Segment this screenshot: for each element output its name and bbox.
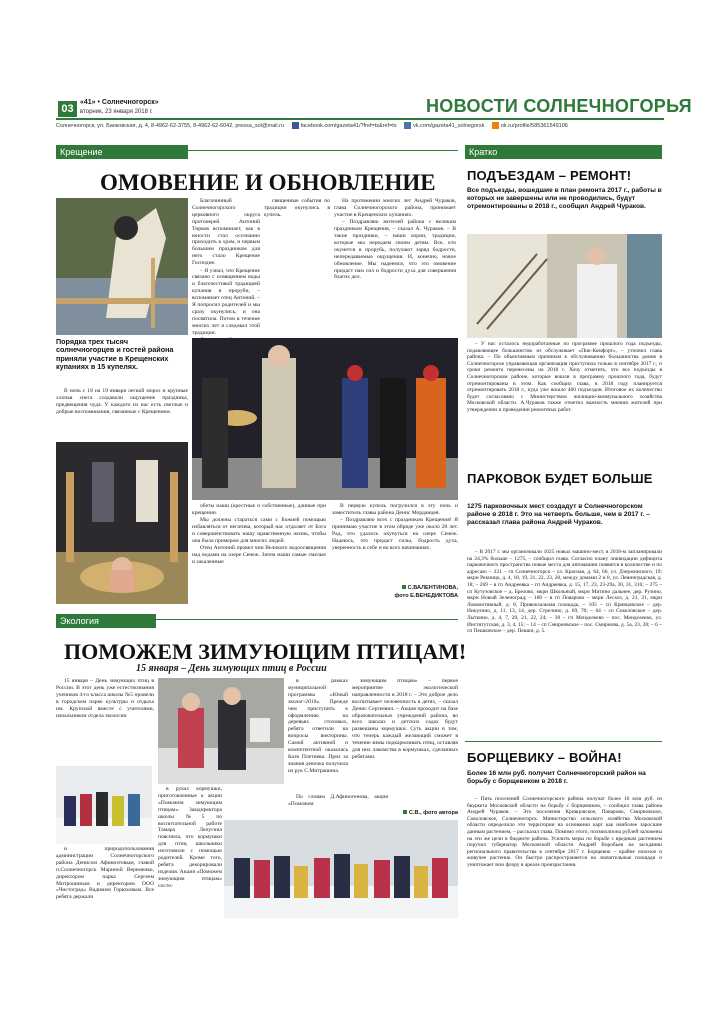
contacts-bar	[56, 122, 666, 132]
eco-subtitle: 15 января – День зимующих птиц в России	[136, 663, 327, 674]
brief-headline-3: БОРЩЕВИКУ – ВОЙНА!	[467, 750, 622, 765]
facebook-icon	[292, 122, 299, 129]
paper-name: «41» • Солнечногорск»	[80, 99, 159, 106]
main-photo-credit: фото Е.ВЕНЕДИКТОВА	[394, 593, 458, 599]
brief-text-3: – Пять поселений Солнечногорского района получат более 16 млн руб. из бюджета Московской области на борьбу с борщевиком, – сообщил глава района Андрей Чураков. – Это поселения Кривцовское, Поварово, Смирновское, Соколовское, Солнечногорск. Министерство сельского хозяйства Московской области определило эти территории на основании карт как наиболее заросшие данным растением, – рассказал глава. Помимо этого, полмиллиона рублей заложены на эти же цели в бюджете района. Усилить меры по борьбе с вредным растением поручил губернатор Московской области Андрей Воробьев на заседании регионального правительства в сентябре 2017 г. Борщевик – крайне опасное и живучее растение. Он быстро распространяется на значительные площади и уничтожает всю флору в ареале произрастания.	[467, 796, 662, 868]
header-divider	[56, 118, 664, 120]
birdfeeder-photo	[158, 678, 284, 784]
ok-icon	[492, 122, 499, 129]
eco-col1: 15 января – День зимующих птиц в России. В этот день уже естествознания учеников 4-го класса школы №5 провели в городском парке культуры и отдыха им. Крупской вместе с учителями, начальником отдела экологии	[56, 678, 154, 719]
credit-marker	[403, 810, 407, 814]
main-intro: В ночь с 18 на 19 января легкий мороз и крупные хлопья снега создавали ощущение праздника, предвещения чуда. У каждого из нас есть светлые и добрые воспоминания, связанные с Крещением.	[56, 388, 188, 415]
credit-marker	[402, 585, 406, 589]
address-text: Солнечногорск, ул. Банковская, д. 4, 8-4962-62-3755, 8-4962-62-6042, pressa_sol@mail.ru	[56, 122, 285, 129]
eco-headline: ПОМОЖЕМ ЗИМУЮЩИМ ПТИЦАМ!	[64, 639, 467, 664]
main-col3-top: На протяжении многих лет Андрей Чураков, глава Солнечногорского района, принимает участие в Крещенских купаниях. – Поздравляю жителей района с великим праздником Крещения, – сказал А. Чураков. – В такие праздники, – наши корни, традиции, которые мы передаем своим детям. Все, кто окунется в прорубь, получают заряд бодрости, непередаваемые ощущения. И, конечно, новое обновление. Мы надеемся, что это омовение придаст нам сил и бодрости духа для совершения благих дел.	[334, 198, 456, 281]
ceremony-photo	[192, 338, 458, 500]
brief-text-1: – У нас осталось недоработанные по программе прошлого года подъезды, подавляющее большинство из обслуживает «Пик-Комфорт», – уточнил глава района. – По объективным причинам к обслуживанию большинства домов в Солнечногорске управляющая организация приступила только в сентябре 2017 г., и сроки ремонта перенесены на 2018 г. Хочу отметить, что все подъезды в Солнечногорском районе, которые вошли в программу прошлого года, будут отремонтированы в этом. Как сообщил глава, в 2018 году планируется отремонтировать 2018 г., куда уже вошло 460 подъездов. Итоговое их количество будет согласовано с Министерством жилищно-коммунального хозяйства Московской области. А.Чураков также отметил важность мнения жителей при утверждении и проведении ремонтных работ.	[467, 341, 662, 413]
issue-date: вторник, 23 января 2018 г.	[80, 109, 153, 115]
brief-lead-2: 1275 парковочных мест создадут в Солнечногорском районе в 2018 г. Это на четверть больше, чем в 2017 г. – рассказал глава района Андрей Чураков.	[467, 503, 650, 526]
page-number: 03	[58, 101, 77, 117]
vk-link[interactable]: vk.com/gazeta41_solnegorsk	[404, 123, 484, 129]
rubric-ecology: Экология	[56, 614, 156, 628]
main-headline: ОМОВЕНИЕ И ОБНОВЛЕНИЕ	[100, 170, 436, 195]
bathing-photo	[56, 442, 188, 604]
section-masthead: НОВОСТИ СОЛНЕЧНОГОРЬЯ	[426, 96, 692, 116]
brief-headline-2: ПАРКОВОК БУДЕТ БОЛЬШЕ	[467, 471, 653, 486]
eco-col2b: в руках кормушки, приготовленные к акции «Поможем зимующим птицам». Замдиректора школы №5 по воспитательной работе Тамара Лепугина пояснила, что кормушки для птиц школьники изготовили с помощью родителей. Кроме того, ребята декорировали изделия. Акция «Поможем зимующим птицам» состо-	[158, 786, 222, 889]
rubric-baptism: Крещение	[56, 145, 188, 159]
rubric-rule	[188, 150, 458, 151]
eco-col3: зимующим птицам» – первое мероприятие экологической направленности в 2018 г. – Это доброе дело воспитывает человечность в детях, – сказал Денис Сергеевич. – Акция проходит на базе образовательных учреждений района, во всех школах и детских садах будут развешаны кормушки. Суть акции в том, что теперь каждый желающий сможет в течение зимы подкармливать птиц, оставляя для них лакомства в кормушках, сделанных ребятами.	[352, 678, 458, 760]
eco-credit: С.В., фото автора	[390, 810, 458, 816]
rubric-brief: Кратко	[465, 145, 662, 159]
vk-icon	[404, 122, 411, 129]
ok-link[interactable]: ok.ru/profile/585361549106	[492, 123, 568, 129]
eco-col3b: По словам Д.Афиногенова, акция «Поможем	[288, 794, 388, 807]
facebook-link[interactable]: facebook.com/gazeta41/?fref=ts&ref=ts	[292, 123, 397, 129]
rubric-rule-eco	[156, 619, 458, 620]
priest-photo	[56, 198, 188, 335]
brief-headline-1: ПОДЪЕЗДАМ – РЕМОНТ!	[467, 168, 632, 183]
main-col3-bottom: В первую купель погрузился в эту ночь и заместитель главы района Денис Морданцев. – Поздравляю всех с праздником Крещения! Я принимаю участие в этом обряде уже около 20 лет. Рад, что удалось окунуться на озере Сенеж. Надеюсь, это придаст силы, бодрость духа, уверенность в себе и во всех начинаниях.	[332, 503, 458, 551]
main-credit: С.ВАЛЕНТИНОВА,	[332, 585, 458, 591]
stairwell-photo	[467, 234, 662, 338]
brief-text-2: – В 2017 г. мы организовали 1025 новых машино-мест, в 2018-м запланировали на 24,3% больше – 1275, – сообщил глава. Согласно плану ликвидации дефицита парковочного пространства новые места для автомашин появятся в количестве и по адресам: – 331 – гп Солнечногорск – ул. Красная, д. 64, 66, ул. Дзержинского, 19; мкрн Рекинцо, д. 4, 18, 19, 21, 22, 23, 28, между домами 2 и 8, ул. Ленинградская, д. 18; – 269 – в гп Андреевка – гп Андреевка, д. 15, 17, 23, 23-29а, 30, 31, 316; – 275 – сп Кутузовское – д. Брехово, мкрн Школьный, мкрн Митино дальнее, дер. Рузино, мкрн Новый Зеленоград; – 180 – в гп Поварово – мкрн Лесхоз, д. 21, 31, мкрн Локомотивный, д. 8, Привокзальная площадь; – 105 – сп Кривцовское – дер. Никулино, д. 11, 13, 14, дер. Стрелино, д. 69, 70; – 64 – сп Соколовское – дер. Лыткино, д. 4, 7, 20, 21, 22, 24; – 30 – гп Менделеево – пос. Менделеево, ул. Институтская, д. 3, 4, 15; – 14 – сп Смирновское – пос. Смирнова, д. 5а, 23, 28; – 6 – сп Пешковское – дер. Пешки, д. 5.	[467, 549, 662, 635]
main-caption: Порядка трех тысяч солнечногорцев и гостей района приняли участие в Крещенских купаниях в 15 купелях.	[56, 337, 174, 372]
eco-col2: в рамках муниципальной программы «Юный эколог-2018». Прежде чем приступить к оформлению на деревьях столовых, ребята ответили на вопросы викторины. Самой активной и компетентной оказалась Катя Плетнева. Приз за знания девочка получила из рук С.Митрашина.	[288, 678, 348, 774]
kids-group-photo	[56, 766, 152, 844]
class-photo	[224, 820, 458, 918]
main-col2-bottom: обеты наши (крестные и собственные), данные при крещении. Мы должны стараться сами с Божией помощью избавляться от негатива, который нас отдаляет от Бога и совершенствовать нашу нравственную жизнь, чтобы она была примером для многих людей. Отец Антоний провел чин Великого водоосвящения над водами на озере Сенеж. Затем наши самые смелые и закаленные	[192, 503, 326, 566]
brief-lead-1: Все подъезды, вошедшие в план ремонта 2017 г., работы в которых не завершены или не проводились, будут отремонтированы в 2018 г., сообщил Андрей Чураков.	[467, 187, 662, 210]
brief-divider	[465, 741, 662, 742]
main-col2b-top: священные события по традиции окунулись в купель.	[264, 198, 330, 218]
brief-lead-3: Более 16 млн руб. получит Солнечногорский район на борьбу с борщевиком в 2018 г.	[467, 770, 646, 785]
eco-col1b: и природопользования администрации Солнечногорского района Денисом Афинозтовым, главой п.Солнечногорск Мариной Веременко, директором парка Сергеем Митрошиным и директором ООО «Чистоград» Вадимом Горюховым. Все ребята держали	[56, 846, 154, 901]
main-col2-top: Благочинный Солнечногорского церковного округа протоиерей Антоний Тирков вспоминает, как в юности стал осознанно приходить в храм, и первым большим праздником для него стало Крещение Господне. – Я узнал, что Крещение связано с освящением воды и благочестивой традицией купания в проруби, – вспоминает отец Антоний. – Я попросил родителей и мы сразу окунулись, и она посвятила. Потом в течение многих лет я следовал этой традиции.	[192, 198, 260, 336]
